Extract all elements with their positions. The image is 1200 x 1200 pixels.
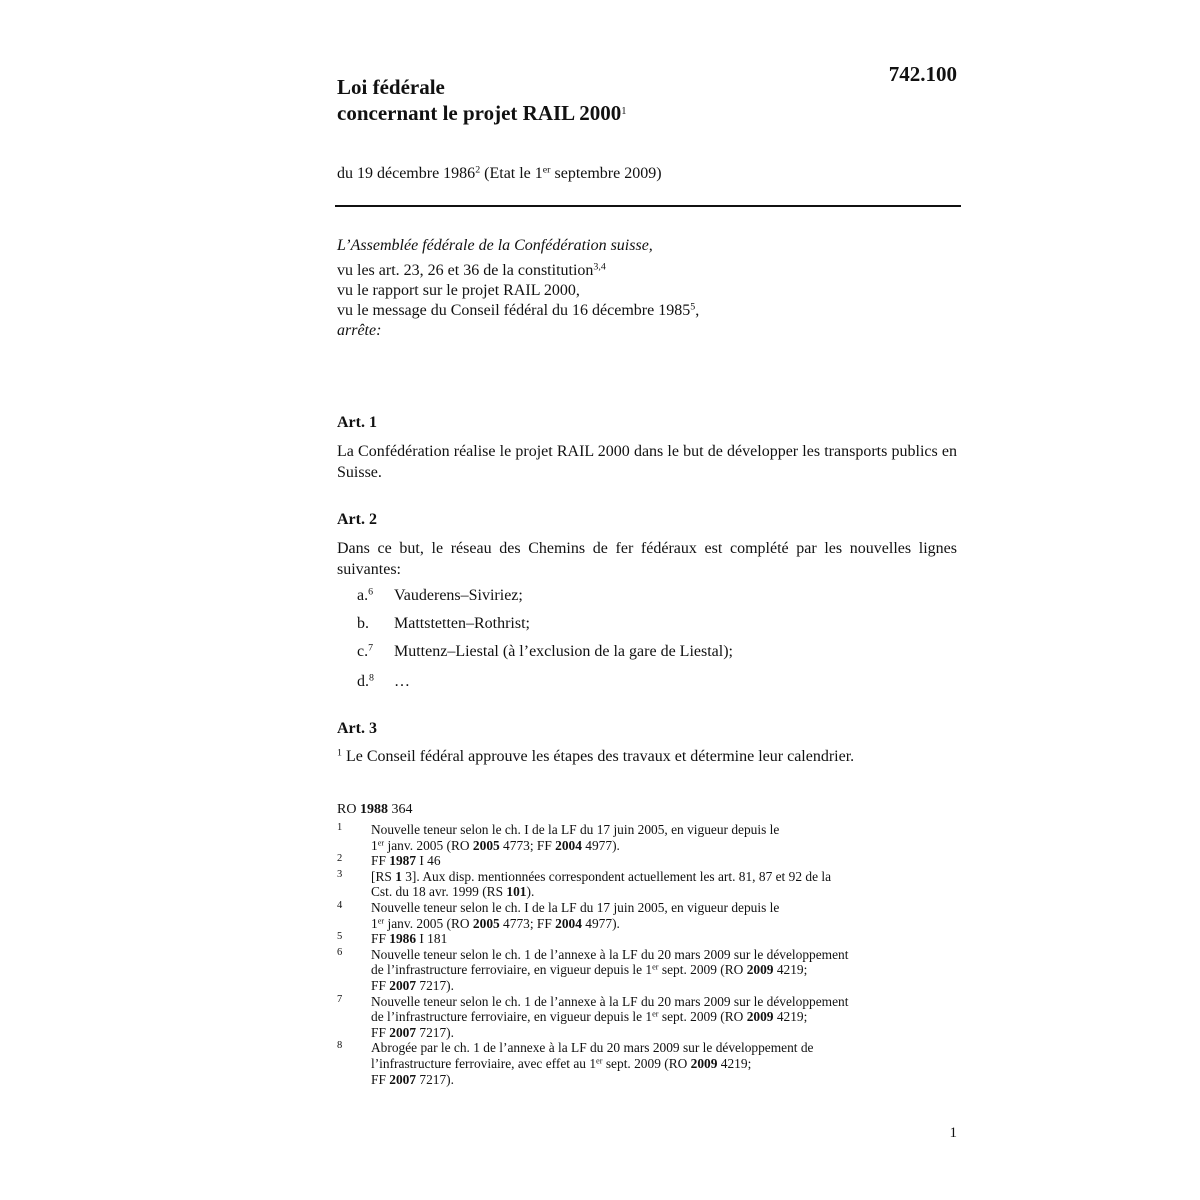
preamble — [337, 236, 957, 341]
article-1-heading: Art. 1 — [337, 414, 377, 431]
footnote-ref[interactable]: 2 — [475, 164, 481, 176]
ro-reference: RO 1988 364 — [337, 802, 413, 817]
vu-line-1: vu les art. 23, 26 et 36 de la constitution$^{3,4}$ — [337, 261, 606, 279]
title-line-1: Loi fédérale — [337, 75, 445, 99]
document-page: Loi fédérale concernant le projet RAIL 2000$^1$ 742.100 du 19 décembre 1986$^2$ (Etat le 1er septembre 2009) L’Assemblée fédérale de la Confédération suisse, vu les art. 23, 26 et 36 de la constitution$^{3,4}$ vu le rapport sur le projet RAIL 2000, vu le message du Conseil fédéral du 16 décembre 1985$^5$, arrête: Art. 1 La Confédération réalise le projet RAIL 2000 dans le but de développer les transports publics en Suisse. Art. 2 Dans ce but, le réseau des Chemins de fer fédéraux est complété par les nouvelles lignes suivantes: a.$^6$ Vauderens–Siviriez; b. Mattstetten–Rothrist; c.$^7$ Muttenz–Liestal (à l’exclusion de la gare de Liestal); d.$^8$ … Art. 3 $^1$ Le Conseil fédéral approuve les étapes des travaux et détermine leur calendrier. RO 1988 364 1 Nouvelle teneur selon le ch. I de la LF du 17 juin 2005, en vigueur depuis le 1er janv. 2005 (RO 2005 4773; FF 2004 4977). 2 FF 1987 I 46 3 [RS 1 3]. Aux disp. mentionnées correspondent actuellement les art. 81, 87 et 92 de la Cst. du 18 avr. 1999 (RS 101). 4 Nouvelle teneur selon le ch. I de la LF du 17 juin 2005, en vigueur depuis le 1er janv. 2005 (RO 2005 4773; FF 2004 4977). 5 FF 1986 I 181 6 Nouvelle teneur selon le ch. 1 de l’annexe à la LF du 20 mars 2009 sur le développement de l’infrastructure ferroviaire, en vigueur depuis le 1er sept. 2009 (RO 2009 4219; FF 2007 7217). 7 Nouvelle teneur selon le ch. 1 de l’annexe à la LF du 20 mars 2009 sur le développement de l’infrastructure ferroviaire, en vigueur depuis le 1er sept. 2009 (RO 2009 4219; FF 2007 7217). 8 Abrogée par le ch. 1 de l’annexe à la LF du 20 mars 2009 sur le développement de l’infrastructure ferroviaire, avec effet au 1er sept. 2009 (RO 2009 4219; FF 2007 7217). 1 — [0, 0, 1200, 1200]
footnote-8: 8 Abrogée par le ch. 1 de l’annexe à la LF du 20 mars 2009 sur le développement de l’infrastructure ferroviaire, avec effet au 1er sept. 2009 (RO 2009 4219; FF 2007 7217). — [337, 1040, 814, 1087]
title-line-2: concernant le projet RAIL 2000$^1$ — [337, 101, 627, 125]
footnote-ref[interactable]: 6 — [368, 586, 374, 598]
footnote-7: 7 Nouvelle teneur selon le ch. 1 de l’annexe à la LF du 20 mars 2009 sur le développement de l’infrastructure ferroviaire, en vigueur depuis le 1er sept. 2009 (RO 2009 4219; FF 2007 7217). — [337, 993, 849, 1040]
vu-line-3: vu le message du Conseil fédéral du 16 décembre 1985$^5$, — [337, 301, 700, 319]
article-2-heading: Art. 2 — [337, 511, 377, 528]
footnote-1: 1 Nouvelle teneur selon le ch. I de la LF du 17 juin 2005, en vigueur depuis le 1er janv. 2005 (RO 2005 4773; FF 2004 4977). — [337, 822, 780, 853]
footnote-2: 2 FF 1987 I 46 — [337, 853, 441, 869]
article-3-text: $^1$ Le Conseil fédéral approuve les étapes des travaux et détermine leur calendrier. — [337, 747, 855, 765]
footnote-ref[interactable]: 1 — [621, 106, 627, 118]
footnote-ref[interactable]: 7 — [368, 642, 374, 654]
footnote-6: 6 Nouvelle teneur selon le ch. 1 de l’annexe à la LF du 20 mars 2009 sur le développement de l’infrastructure ferroviaire, en vigueur depuis le 1er sept. 2009 (RO 2009 4219; FF 2007 7217). — [337, 946, 849, 993]
date-line: du 19 décembre 1986$^2$ (Etat le 1er septembre 2009) — [337, 164, 662, 182]
article-1-text: La Confédération réalise le projet RAIL 2000 dans le but de développer les transports publics en Suisse. — [337, 443, 957, 481]
footnote-4: 4 Nouvelle teneur selon le ch. I de la LF du 17 juin 2005, en vigueur depuis le 1er janv. 2005 (RO 2005 4773; FF 2004 4977). — [337, 899, 780, 931]
assembly-line: L’Assemblée fédérale de la Confédération suisse, — [337, 237, 653, 254]
law-title — [337, 74, 627, 126]
arrete-line: arrête: — [337, 322, 382, 339]
footnote-ref[interactable]: 8 — [369, 672, 374, 684]
header-divider — [335, 205, 961, 207]
systematic-number: 742.100 — [888, 62, 957, 86]
footnote-ref[interactable]: 5 — [690, 301, 696, 313]
paragraph-number: 1 — [337, 747, 342, 759]
footnotes — [337, 822, 957, 1087]
footnote-3: 3 [RS 1 3]. Aux disp. mentionnées correspondent actuellement les art. 81, 87 et 92 de la Cst. du 18 avr. 1999 (RS 101). — [337, 868, 832, 900]
vu-line-2: vu le rapport sur le projet RAIL 2000, — [337, 282, 580, 299]
page-number: 1 — [949, 1125, 957, 1141]
footnote-5: 5 FF 1986 I 181 — [337, 931, 448, 947]
article-2-text: Dans ce but, le réseau des Chemins de fer fédéraux est complété par les nouvelles lignes suivantes: — [337, 540, 957, 578]
footnote-ref[interactable]: 3,4 — [593, 261, 606, 273]
article-3-heading: Art. 3 — [337, 720, 377, 737]
